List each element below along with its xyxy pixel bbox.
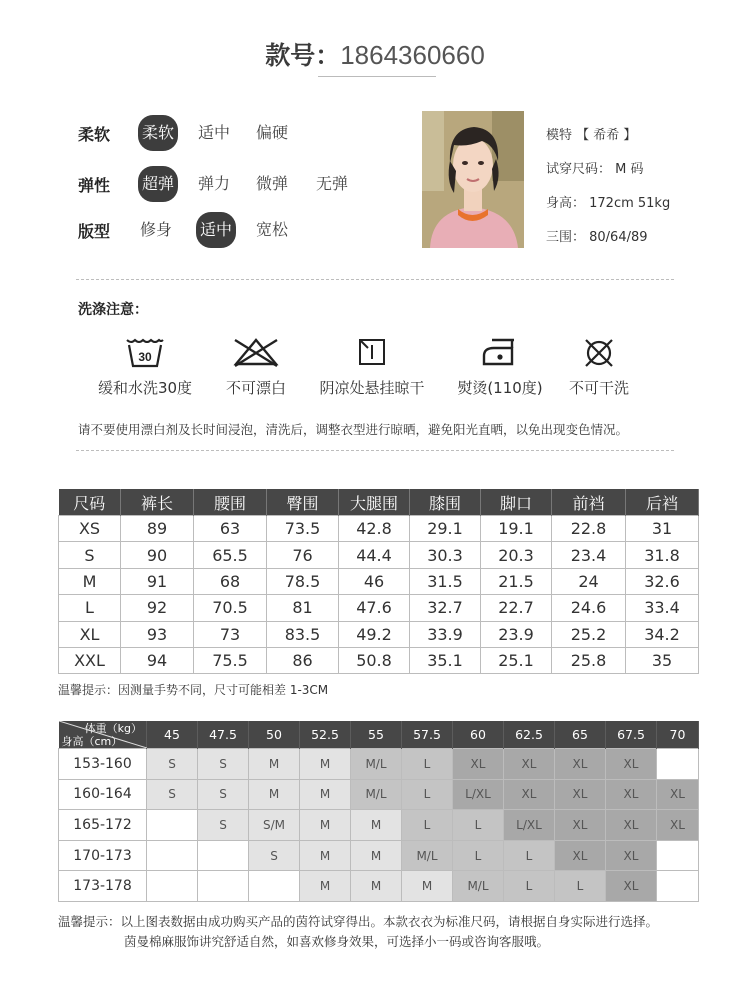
measurement-cell: 23.9 <box>481 621 552 647</box>
attribute-option: 修身 <box>140 220 173 239</box>
section-divider <box>76 279 674 280</box>
height-row <box>59 871 699 902</box>
recommended-size-cell <box>657 840 699 871</box>
recommended-size-cell: XL <box>555 810 606 841</box>
measurement-cell: 31.8 <box>626 542 699 568</box>
column-header: 尺码 <box>59 489 121 516</box>
height-row <box>59 810 699 841</box>
recommended-size-cell: XL <box>606 871 657 902</box>
measurement-cell: 19.1 <box>481 516 552 542</box>
recommended-size-cell: M <box>300 779 351 810</box>
recommended-size-cell: L <box>504 840 555 871</box>
wash-label: 阴凉处悬挂晾干 <box>319 379 425 397</box>
measurement-cell: 68 <box>194 568 267 594</box>
wash-title: 洗涤注意： <box>78 302 148 318</box>
recommended-size-cell: S/M <box>249 810 300 841</box>
measurement-cell: 70.5 <box>194 595 267 621</box>
height-range-cell: 173-178 <box>59 871 147 902</box>
recommended-size-cell: M/L <box>453 871 504 902</box>
recommended-size-cell: M/L <box>402 840 453 871</box>
weight-header: 62.5 <box>504 721 555 749</box>
measurement-cell: 22.8 <box>552 516 626 542</box>
attribute-option-selected: 柔软 <box>138 115 178 151</box>
measurement-cell: 49.2 <box>339 621 410 647</box>
wash-label: 不可干洗 <box>568 379 629 397</box>
measurement-cell: 73 <box>194 621 267 647</box>
recommended-size-cell: S <box>198 779 249 810</box>
model-name: 模特 【 希希 】 <box>546 128 637 143</box>
svg-text:30: 30 <box>138 350 152 364</box>
size-label-cell: XS <box>59 516 121 542</box>
height-row <box>59 749 699 780</box>
recommended-size-cell: XL <box>504 779 555 810</box>
wash-label: 不可漂白 <box>225 379 286 397</box>
column-header: 裤长 <box>121 489 194 516</box>
recommended-size-cell: S <box>198 810 249 841</box>
style-number-label: 款号： <box>265 41 341 70</box>
size-label-cell: M <box>59 568 121 594</box>
recommended-size-cell <box>198 840 249 871</box>
recommended-size-cell <box>198 871 249 902</box>
recommended-size-cell: XL <box>606 779 657 810</box>
size-label-cell: L <box>59 595 121 621</box>
measurement-cell: 32.7 <box>410 595 481 621</box>
column-header: 腰围 <box>194 489 267 516</box>
measurement-cell: 25.1 <box>481 647 552 673</box>
measurement-cell: 63 <box>194 516 267 542</box>
header-divider <box>318 76 436 77</box>
measurement-cell: 31.5 <box>410 568 481 594</box>
model-measurements: 三围： 80/64/89 <box>546 230 648 245</box>
weight-header: 55 <box>351 721 402 749</box>
size-label-cell: XL <box>59 621 121 647</box>
recommended-size-cell: S <box>198 749 249 780</box>
recommended-size-cell: L <box>402 749 453 780</box>
recommended-size-cell: XL <box>606 810 657 841</box>
model-height-weight: 身高： 172cm 51kg <box>546 196 671 211</box>
attribute-option: 微弹 <box>256 174 289 193</box>
measurement-cell: 31 <box>626 516 699 542</box>
measurement-cell: 33.4 <box>626 595 699 621</box>
recommended-size-cell: XL <box>453 749 504 780</box>
recommended-size-cell: S <box>249 840 300 871</box>
recommended-size-cell: L <box>402 779 453 810</box>
size-row <box>59 542 699 568</box>
attribute-option-selected: 适中 <box>196 212 236 248</box>
measurement-cell: 46 <box>339 568 410 594</box>
corner-header <box>59 721 147 749</box>
attribute-label: 柔软 <box>78 125 111 144</box>
height-row <box>59 779 699 810</box>
recommended-size-cell <box>249 871 300 902</box>
measurement-cell: 29.1 <box>410 516 481 542</box>
attribute-option: 偏硬 <box>256 123 289 142</box>
recommended-size-cell: M <box>351 840 402 871</box>
recommended-size-cell: L <box>453 810 504 841</box>
measurement-cell: 20.3 <box>481 542 552 568</box>
wash-label: 熨烫(110度) <box>457 379 543 397</box>
recommended-size-cell <box>657 749 699 780</box>
size-table-header <box>59 489 699 516</box>
recommended-size-cell: L <box>402 810 453 841</box>
attribute-option: 宽松 <box>256 220 289 239</box>
recommended-size-cell: M/L <box>351 779 402 810</box>
size-row <box>59 647 699 673</box>
measurement-cell: 76 <box>267 542 339 568</box>
recommended-size-cell: M <box>300 840 351 871</box>
model-size: 试穿尺码： M 码 <box>546 162 644 177</box>
attribute-label: 版型 <box>78 222 111 241</box>
column-header: 膝围 <box>410 489 481 516</box>
weight-header: 65 <box>555 721 606 749</box>
recommended-size-cell: XL <box>555 779 606 810</box>
measurement-cell: 81 <box>267 595 339 621</box>
size-row <box>59 516 699 542</box>
size-note: 温馨提示：因测量手势不同，尺寸可能相差 1-3CM <box>58 683 329 697</box>
recommended-size-cell: XL <box>657 779 699 810</box>
measurement-cell: 25.8 <box>552 647 626 673</box>
recommended-size-cell: XL <box>606 749 657 780</box>
recommended-size-cell: L <box>504 871 555 902</box>
section-divider <box>76 450 674 451</box>
measurement-cell: 34.2 <box>626 621 699 647</box>
measurement-cell: 32.6 <box>626 568 699 594</box>
recommended-size-cell: L <box>555 871 606 902</box>
weight-header: 57.5 <box>402 721 453 749</box>
measurement-cell: 93 <box>121 621 194 647</box>
recommended-size-cell: XL <box>555 749 606 780</box>
measurement-cell: 35.1 <box>410 647 481 673</box>
column-header: 大腿围 <box>339 489 410 516</box>
size-recommendation-table <box>58 721 699 902</box>
column-header: 前裆 <box>552 489 626 516</box>
measurement-cell: 47.6 <box>339 595 410 621</box>
recommend-note: 茵曼棉麻服饰讲究舒适自然，如喜欢修身效果，可选择小一码或咨询客服哦。 <box>124 934 550 949</box>
weight-header: 50 <box>249 721 300 749</box>
column-header: 后裆 <box>626 489 699 516</box>
attribute-option: 弹力 <box>198 174 231 193</box>
measurement-cell: 86 <box>267 647 339 673</box>
measurement-cell: 65.5 <box>194 542 267 568</box>
wash-label: 缓和水洗30度 <box>97 379 193 397</box>
weight-header-row <box>59 721 699 749</box>
recommended-size-cell <box>147 810 198 841</box>
measurement-cell: 75.5 <box>194 647 267 673</box>
recommended-size-cell: L/XL <box>453 779 504 810</box>
recommended-size-cell: XL <box>504 749 555 780</box>
recommended-size-cell: S <box>147 749 198 780</box>
recommended-size-cell: XL <box>555 840 606 871</box>
height-range-cell: 170-173 <box>59 840 147 871</box>
attribute-option: 适中 <box>198 123 231 142</box>
size-label-cell: XXL <box>59 647 121 673</box>
attribute-row-softness <box>78 116 398 150</box>
size-label-cell: S <box>59 542 121 568</box>
measurement-cell: 94 <box>121 647 194 673</box>
size-row <box>59 568 699 594</box>
measurement-cell: 33.9 <box>410 621 481 647</box>
recommended-size-cell: XL <box>606 840 657 871</box>
wash-note: 请不要使用漂白剂及长时间浸泡，清洗后，调整衣型进行晾晒，避免阳光直晒，以免出现变色情况。 <box>78 422 629 437</box>
measurement-cell: 78.5 <box>267 568 339 594</box>
size-row <box>59 621 699 647</box>
measurement-cell: 44.4 <box>339 542 410 568</box>
column-header: 脚口 <box>481 489 552 516</box>
measurement-cell: 83.5 <box>267 621 339 647</box>
weight-axis-label: 体重（kg） <box>84 722 142 735</box>
recommended-size-cell: M <box>300 810 351 841</box>
height-row <box>59 840 699 871</box>
model-photo <box>422 111 524 248</box>
recommended-size-cell: M/L <box>351 749 402 780</box>
measurement-cell: 21.5 <box>481 568 552 594</box>
height-axis-label: 身高（cm） <box>61 735 123 748</box>
recommended-size-cell: S <box>147 779 198 810</box>
recommended-size-cell: M <box>249 779 300 810</box>
measurement-cell: 30.3 <box>410 542 481 568</box>
measurement-cell: 50.8 <box>339 647 410 673</box>
measurement-cell: 25.2 <box>552 621 626 647</box>
attribute-row-elasticity <box>78 167 398 201</box>
attribute-option-selected: 超弹 <box>138 166 178 202</box>
measurement-cell: 73.5 <box>267 516 339 542</box>
height-range-cell: 165-172 <box>59 810 147 841</box>
model-illustration <box>422 111 524 248</box>
recommended-size-cell: M <box>249 749 300 780</box>
weight-header: 47.5 <box>198 721 249 749</box>
attribute-row-fit <box>78 213 398 247</box>
recommended-size-cell <box>147 840 198 871</box>
attribute-option: 无弹 <box>316 174 349 193</box>
measurement-cell: 22.7 <box>481 595 552 621</box>
weight-header: 67.5 <box>606 721 657 749</box>
measurement-cell: 24 <box>552 568 626 594</box>
attribute-label: 弹性 <box>78 176 111 195</box>
measurement-cell: 90 <box>121 542 194 568</box>
height-range-cell: 153-160 <box>59 749 147 780</box>
style-number-value: 1864360660 <box>340 40 485 70</box>
weight-header: 70 <box>657 721 699 749</box>
height-range-cell: 160-164 <box>59 779 147 810</box>
style-number <box>0 36 750 72</box>
recommend-note: 温馨提示：以上图表数据由成功购买产品的茵符试穿得出。本款衣衣为标准尺码，请根据自身实际进行选择。 <box>58 914 659 929</box>
measurement-cell: 42.8 <box>339 516 410 542</box>
weight-header: 52.5 <box>300 721 351 749</box>
recommended-size-cell <box>147 871 198 902</box>
size-row <box>59 595 699 621</box>
recommended-size-cell: M <box>300 749 351 780</box>
size-table <box>58 489 699 674</box>
measurement-cell: 92 <box>121 595 194 621</box>
recommended-size-cell: M <box>351 810 402 841</box>
column-header: 臀围 <box>267 489 339 516</box>
measurement-cell: 89 <box>121 516 194 542</box>
recommended-size-cell: M <box>351 871 402 902</box>
recommended-size-cell: M <box>300 871 351 902</box>
weight-header: 45 <box>147 721 198 749</box>
weight-header: 60 <box>453 721 504 749</box>
measurement-cell: 23.4 <box>552 542 626 568</box>
recommended-size-cell: L <box>453 840 504 871</box>
measurement-cell: 35 <box>626 647 699 673</box>
measurement-cell: 24.6 <box>552 595 626 621</box>
measurement-cell: 91 <box>121 568 194 594</box>
recommended-size-cell <box>657 871 699 902</box>
recommended-size-cell: M <box>402 871 453 902</box>
recommended-size-cell: XL <box>657 810 699 841</box>
recommended-size-cell: L/XL <box>504 810 555 841</box>
